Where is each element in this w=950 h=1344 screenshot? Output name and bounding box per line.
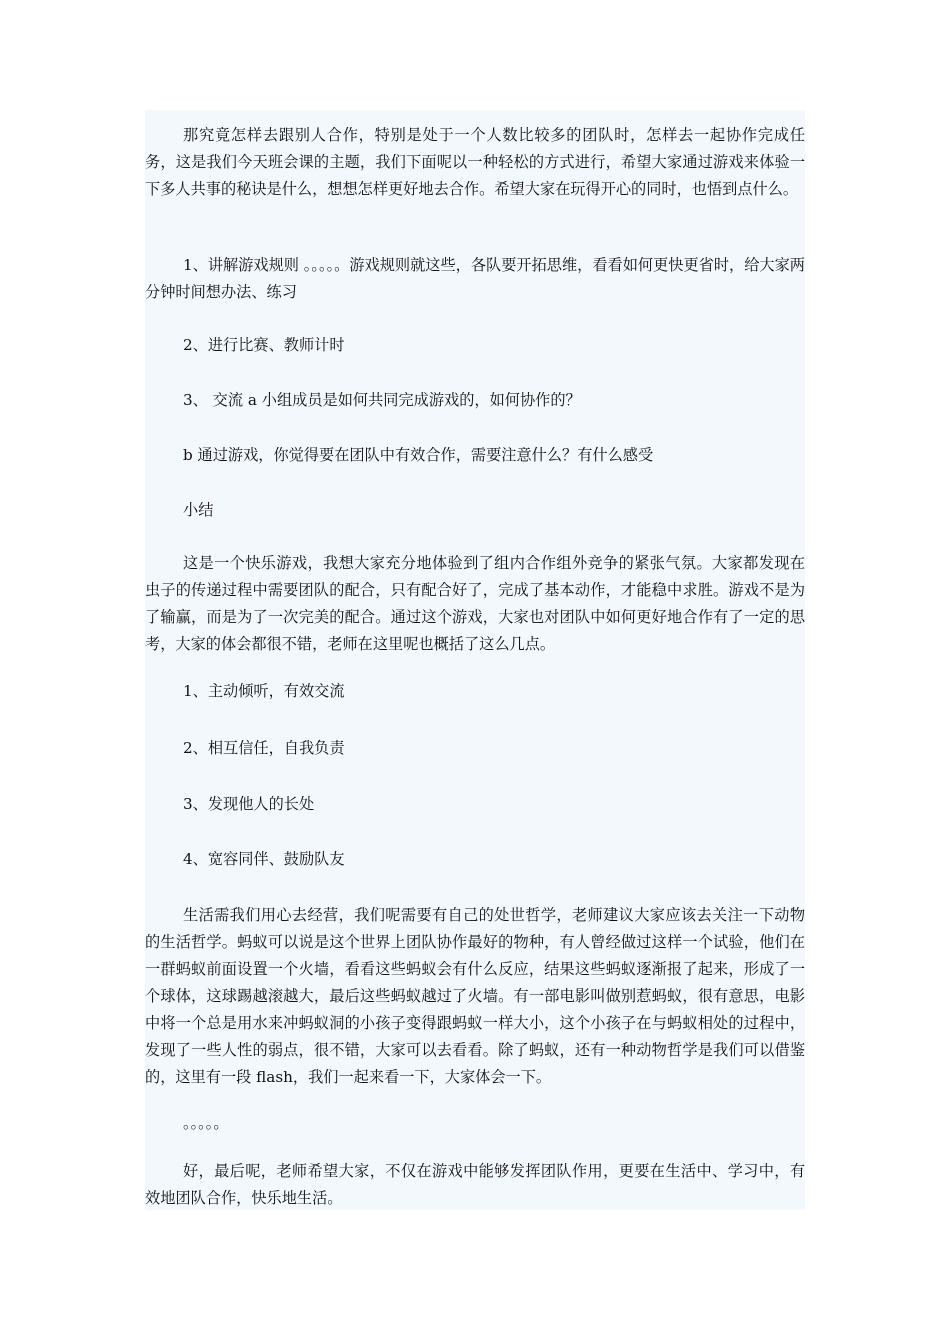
point-1-paragraph: 1、主动倾听，有效交流: [183, 682, 345, 700]
closing-paragraph: 好，最后呢，老师希望大家，不仅在游戏中能够发挥团队作用，更要在生活中、学习中，有效地团队合作，快乐地生活。: [145, 1162, 805, 1207]
step-2-contest-paragraph: 2、进行比赛、教师计时: [183, 336, 345, 354]
step-3-exchange-paragraph: 3、 交流 a 小组成员是如何共同完成游戏的，如何协作的？: [183, 391, 581, 409]
step-1-rules-paragraph: 1、讲解游戏规则 。。。。。游戏规则就这些，各队要开拓思维，看看如何更快更省时，给大家两分钟时间想办法、练习: [145, 256, 805, 301]
exchange-b-paragraph: b 通过游戏，你觉得要在团队中有效合作，需要注意什么？有什么感受: [183, 446, 654, 464]
point-2-paragraph: 2、相互信任，自我负责: [183, 739, 345, 757]
ellipsis-paragraph: 。。。。。: [183, 1114, 229, 1132]
intro-paragraph: 那究竟怎样去跟别人合作，特别是处于一个人数比较多的团队时，怎样去一起协作完成任务，这是我们今天班会课的主题，我们下面呢以一种轻松的方式进行，希望大家通过游戏来体验一下多人共事的秘诀是什么，想想怎样更好地去合作。希望大家在玩得开心的同时，也悟到点什么。: [145, 126, 805, 198]
point-4-paragraph: 4、宽容同伴、鼓励队友: [183, 850, 345, 868]
ant-philosophy-paragraph: 生活需我们用心去经营，我们呢需要有自己的处世哲学，老师建议大家应该去关注一下动物的生活哲学。蚂蚁可以说是这个世界上团队协作最好的物种，有人曾经做过这样一个试验，他们在一群蚂蚁前面设置一个火墙，看看这些蚂蚁会有什么反应，结果这些蚂蚁逐渐报了起来，形成了一个球体，这球踢越滚越大，最后这些蚂蚁越过了火墙。有一部电影叫做别惹蚂蚁，很有意思，电影中将一个总是用水来冲蚂蚁洞的小孩子变得跟蚂蚁一样大小，这个小孩子在与蚂蚁相处的过程中，发现了一些人性的弱点，很不错，大家可以去看看。除了蚂蚁，还有一种动物哲学是我们可以借鉴的，这里有一段 flash，我们一起来看一下，大家体会一下。: [145, 906, 805, 1086]
point-3-paragraph: 3、发现他人的长处: [183, 795, 315, 813]
document-text-area: [145, 110, 805, 1210]
summary-heading: 小结: [183, 501, 214, 519]
summary-paragraph: 这是一个快乐游戏，我想大家充分地体验到了组内合作组外竞争的紧张气氛。大家都发现在虫子的传递过程中需要团队的配合，只有配合好了，完成了基本动作，才能稳中求胜。游戏不是为了输赢，而是为了一次完美的配合。通过这个游戏，大家也对团队中如何更好地合作有了一定的思考，大家的体会都很不错，老师在这里呢也概括了这么几点。: [145, 554, 805, 653]
